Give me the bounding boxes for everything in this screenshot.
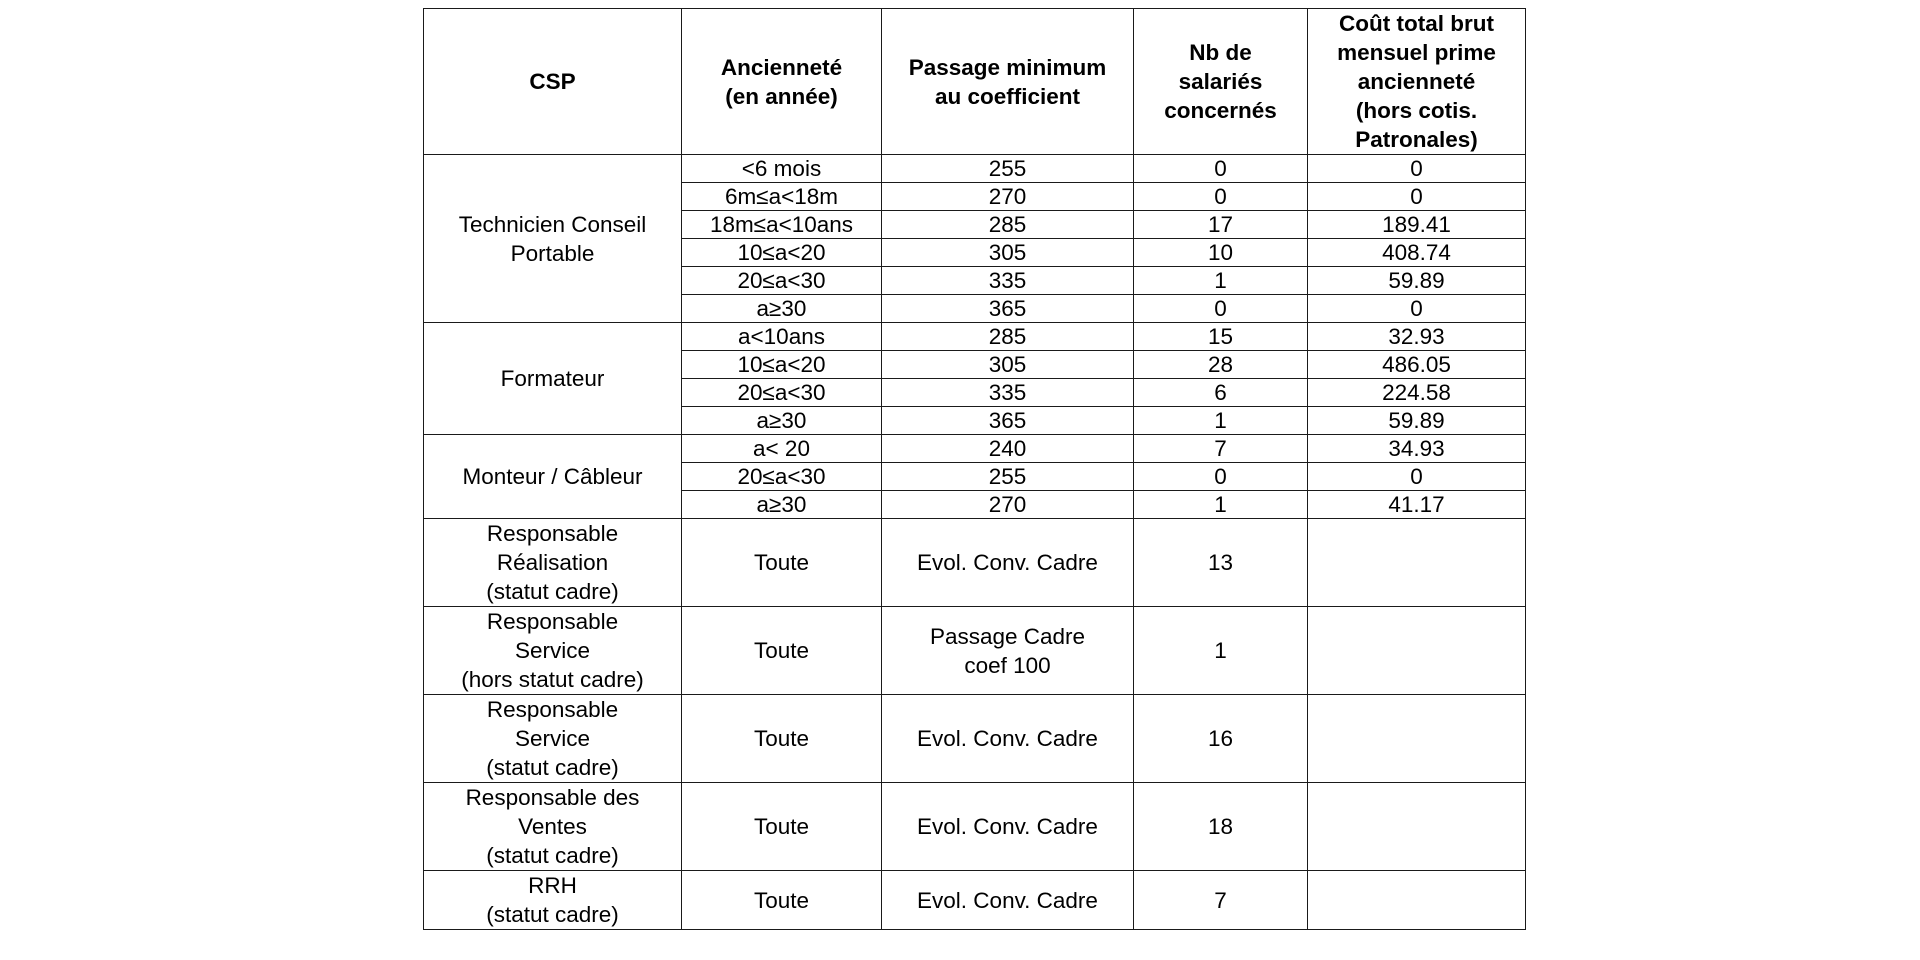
cout-cell: 0 [1308, 463, 1526, 491]
cell-text-line: ancienneté [1357, 69, 1476, 94]
cell-text-line: Evol. Conv. Cadre [917, 887, 1098, 913]
passage-cell: 270 [882, 491, 1134, 519]
cell-text-line: coef 100 [964, 652, 1051, 678]
anciennete-cell: a< 20 [682, 435, 882, 463]
cell-text-line: concernés [1164, 98, 1277, 123]
nb-cell: 0 [1134, 155, 1308, 183]
cout-cell: 224.58 [1308, 379, 1526, 407]
anciennete-cell: a≥30 [682, 407, 882, 435]
anciennete-cell: <6 mois [682, 155, 882, 183]
anciennete-cell: Toute [682, 783, 882, 871]
cout-cell [1308, 695, 1526, 783]
table-row [424, 695, 1526, 783]
csp-cell [424, 519, 682, 607]
nb-cell: 0 [1134, 295, 1308, 323]
table-row [424, 435, 1526, 463]
header-row [424, 9, 1526, 155]
passage-cell: 335 [882, 267, 1134, 295]
passage-cell: 270 [882, 183, 1134, 211]
nb-cell: 17 [1134, 211, 1308, 239]
passage-cell [882, 695, 1134, 783]
cell-text-line: RRH [528, 873, 577, 898]
cell-text-line: (hors statut cadre) [461, 667, 644, 692]
csp-cell [424, 323, 682, 435]
anciennete-cell: 20≤a<30 [682, 267, 882, 295]
passage-cell: 365 [882, 295, 1134, 323]
cell-text-line: Ventes [518, 814, 587, 839]
nb-cell: 28 [1134, 351, 1308, 379]
header-anciennete [682, 9, 882, 155]
csp-cell [424, 871, 682, 930]
anciennete-cell: 10≤a<20 [682, 351, 882, 379]
cell-text-line: Responsable [486, 609, 619, 634]
header-nb [1134, 9, 1308, 155]
cout-cell: 59.89 [1308, 407, 1526, 435]
anciennete-cell: 10≤a<20 [682, 239, 882, 267]
cell-text-line: (en année) [725, 83, 838, 109]
cell-text-line: Technicien Conseil [458, 211, 647, 237]
passage-cell [882, 607, 1134, 695]
nb-cell: 1 [1134, 491, 1308, 519]
anciennete-cell: 20≤a<30 [682, 379, 882, 407]
header-passage [882, 9, 1134, 155]
anciennete-cell: Toute [682, 519, 882, 607]
passage-cell: 255 [882, 463, 1134, 491]
table-body [424, 155, 1526, 930]
table-row [424, 155, 1526, 183]
cell-text-line: Responsable des [465, 785, 640, 810]
cell-text-line: Nb de [1189, 40, 1252, 65]
cell-text-line: Responsable [486, 697, 619, 722]
table-row [424, 607, 1526, 695]
passage-cell [882, 519, 1134, 607]
passage-cell: 305 [882, 239, 1134, 267]
cell-text-line: Portable [510, 240, 595, 266]
passage-cell: 335 [882, 379, 1134, 407]
passage-cell: 285 [882, 211, 1134, 239]
csp-cell [424, 155, 682, 323]
anciennete-cell: 18m≤a<10ans [682, 211, 882, 239]
nb-cell: 1 [1134, 607, 1308, 695]
cell-text-line: Réalisation [496, 550, 609, 575]
cell-text-line: Service [514, 638, 591, 663]
passage-cell: 365 [882, 407, 1134, 435]
cout-cell: 34.93 [1308, 435, 1526, 463]
cout-cell: 41.17 [1308, 491, 1526, 519]
nb-cell: 1 [1134, 407, 1308, 435]
cell-text-line: Coût total brut [1339, 11, 1494, 36]
nb-cell: 6 [1134, 379, 1308, 407]
anciennete-cell: a≥30 [682, 295, 882, 323]
anciennete-cell: 6m≤a<18m [682, 183, 882, 211]
cell-text-line: (hors cotis. [1355, 98, 1478, 123]
nb-cell: 13 [1134, 519, 1308, 607]
csp-cell [424, 435, 682, 519]
cout-cell [1308, 607, 1526, 695]
table-row [424, 871, 1526, 930]
cout-cell: 0 [1308, 155, 1526, 183]
passage-cell: 305 [882, 351, 1134, 379]
cell-text-line: Passage Cadre [929, 623, 1086, 649]
cout-cell [1308, 871, 1526, 930]
cout-cell: 32.93 [1308, 323, 1526, 351]
cout-cell: 59.89 [1308, 267, 1526, 295]
header-csp [424, 9, 682, 155]
anciennete-cell: 20≤a<30 [682, 463, 882, 491]
cout-cell: 408.74 [1308, 239, 1526, 267]
nb-cell: 16 [1134, 695, 1308, 783]
cell-text-line: Formateur [500, 366, 605, 391]
table-row [424, 519, 1526, 607]
passage-cell: 255 [882, 155, 1134, 183]
cout-cell: 0 [1308, 183, 1526, 211]
seniority-bonus-table [423, 8, 1526, 930]
cell-text-line: Service [514, 726, 591, 751]
cell-text-line: (statut cadre) [486, 843, 619, 868]
nb-cell: 18 [1134, 783, 1308, 871]
cell-text-line: salariés [1178, 69, 1263, 94]
nb-cell: 7 [1134, 871, 1308, 930]
csp-cell [424, 695, 682, 783]
cell-text-line: au coefficient [934, 83, 1081, 109]
cell-text-line: (statut cadre) [486, 755, 619, 780]
nb-cell: 15 [1134, 323, 1308, 351]
cell-text-line: Monteur / Câbleur [462, 464, 643, 489]
passage-cell: 285 [882, 323, 1134, 351]
passage-cell [882, 783, 1134, 871]
cell-text-line: Evol. Conv. Cadre [917, 726, 1098, 751]
cout-cell [1308, 519, 1526, 607]
passage-cell: 240 [882, 435, 1134, 463]
cout-cell: 189.41 [1308, 211, 1526, 239]
cout-cell: 486.05 [1308, 351, 1526, 379]
cell-text-line: CSP [529, 69, 576, 94]
cell-text-line: Evol. Conv. Cadre [917, 814, 1098, 839]
anciennete-cell: Toute [682, 695, 882, 783]
nb-cell: 10 [1134, 239, 1308, 267]
table-row [424, 783, 1526, 871]
cout-cell [1308, 783, 1526, 871]
cell-text-line: Passage minimum [908, 54, 1107, 80]
cell-text-line: Evol. Conv. Cadre [917, 550, 1098, 575]
nb-cell: 7 [1134, 435, 1308, 463]
header-cout [1308, 9, 1526, 155]
cout-cell: 0 [1308, 295, 1526, 323]
cell-text-line: Ancienneté [720, 54, 843, 80]
cell-text-line: mensuel prime [1337, 40, 1496, 65]
cell-text-line: (statut cadre) [486, 902, 619, 927]
anciennete-cell: Toute [682, 607, 882, 695]
passage-cell [882, 871, 1134, 930]
nb-cell: 1 [1134, 267, 1308, 295]
cell-text-line: (statut cadre) [486, 579, 619, 604]
csp-cell [424, 607, 682, 695]
nb-cell: 0 [1134, 463, 1308, 491]
anciennete-cell: a<10ans [682, 323, 882, 351]
table-row [424, 323, 1526, 351]
nb-cell: 0 [1134, 183, 1308, 211]
anciennete-cell: Toute [682, 871, 882, 930]
cell-text-line: Responsable [486, 521, 619, 546]
anciennete-cell: a≥30 [682, 491, 882, 519]
cell-text-line: Patronales) [1355, 127, 1478, 152]
csp-cell [424, 783, 682, 871]
